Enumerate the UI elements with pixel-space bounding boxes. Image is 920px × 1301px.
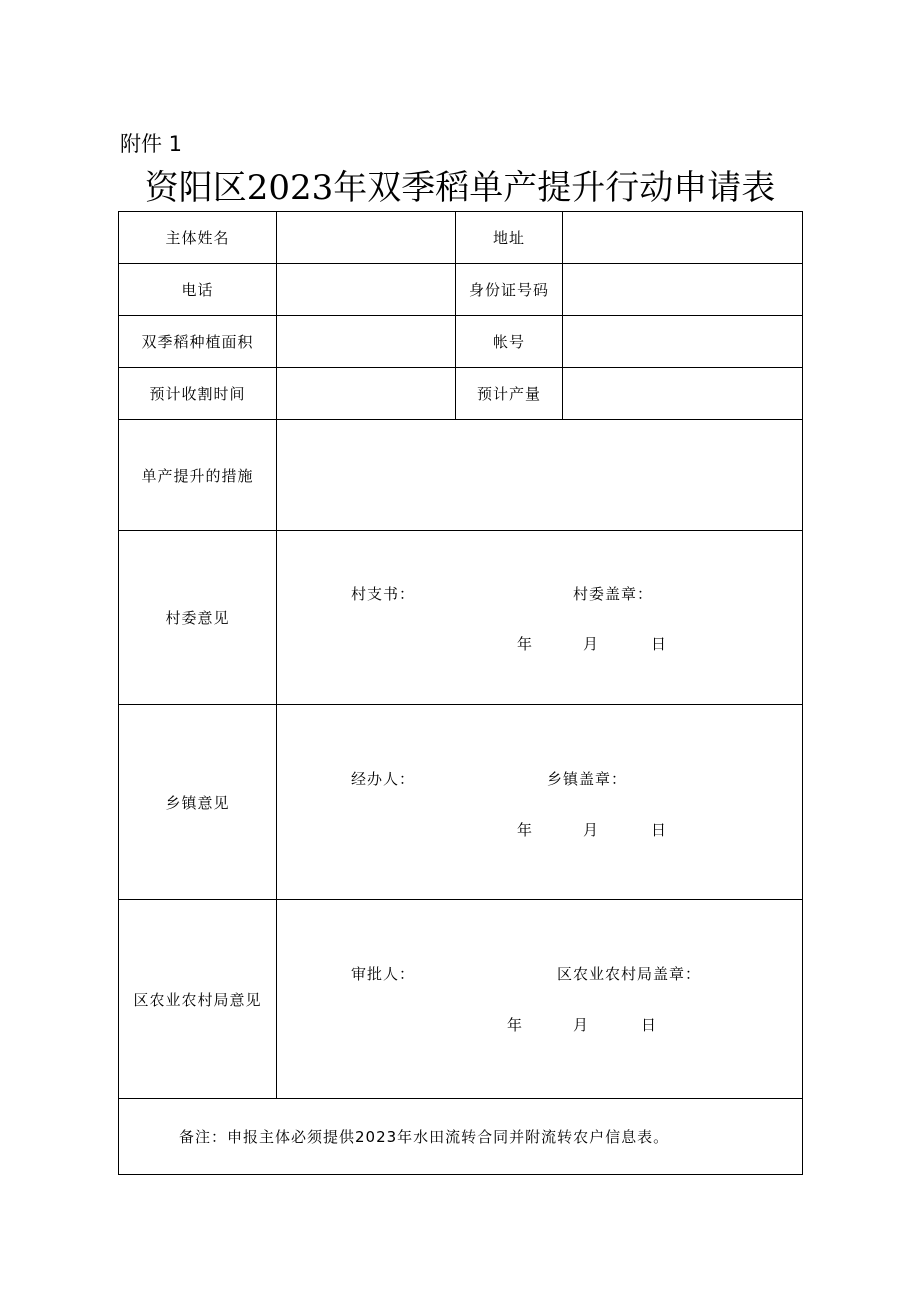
planting-area-field[interactable] bbox=[277, 316, 456, 368]
address-field[interactable] bbox=[563, 212, 803, 264]
account-field[interactable] bbox=[563, 316, 803, 368]
district-opinion-area[interactable] bbox=[277, 900, 803, 1099]
village-date-day: 日 bbox=[651, 635, 668, 653]
village-seal-label: 村委盖章： bbox=[573, 585, 654, 603]
account-label: 帐号 bbox=[456, 316, 563, 368]
row-district-opinion bbox=[119, 900, 803, 1099]
row-area-account bbox=[119, 316, 803, 368]
town-date-year: 年 bbox=[517, 821, 534, 839]
town-date-day: 日 bbox=[651, 821, 668, 839]
phone-label: 电话 bbox=[119, 264, 277, 316]
subject-name-label: 主体姓名 bbox=[119, 212, 277, 264]
row-harvest-yield bbox=[119, 368, 803, 420]
id-number-field[interactable] bbox=[563, 264, 803, 316]
phone-field[interactable] bbox=[277, 264, 456, 316]
district-seal-label: 区农业农村局盖章： bbox=[557, 965, 702, 983]
town-opinion-area[interactable] bbox=[277, 705, 803, 900]
measures-field[interactable] bbox=[277, 420, 803, 531]
row-name-address bbox=[119, 212, 803, 264]
district-opinion-label: 区农业农村局意见 bbox=[119, 900, 277, 1099]
district-date-month: 月 bbox=[573, 1016, 590, 1034]
planting-area-label: 双季稻种植面积 bbox=[119, 316, 277, 368]
town-opinion-label: 乡镇意见 bbox=[119, 705, 277, 900]
district-signer-label: 审批人： bbox=[351, 965, 416, 983]
application-form-table bbox=[118, 211, 803, 1175]
form-title: 资阳区2023年双季稻单产提升行动申请表 bbox=[144, 168, 776, 208]
village-opinion-label: 村委意见 bbox=[119, 531, 277, 705]
note-text: 备注：申报主体必须提供2023年水田流转合同并附流转农户信息表。 bbox=[119, 1099, 803, 1175]
harvest-time-field[interactable] bbox=[277, 368, 456, 420]
row-note bbox=[119, 1099, 803, 1175]
town-date-month: 月 bbox=[583, 821, 600, 839]
expected-yield-field[interactable] bbox=[563, 368, 803, 420]
row-measures bbox=[119, 420, 803, 531]
district-date-year: 年 bbox=[507, 1016, 524, 1034]
row-phone-id bbox=[119, 264, 803, 316]
village-date-month: 月 bbox=[583, 635, 600, 653]
expected-yield-label: 预计产量 bbox=[456, 368, 563, 420]
attachment-label: 附件 1 bbox=[120, 132, 183, 156]
village-date-year: 年 bbox=[517, 635, 534, 653]
town-seal-label: 乡镇盖章： bbox=[547, 770, 628, 788]
id-number-label: 身份证号码 bbox=[456, 264, 563, 316]
district-date-day: 日 bbox=[641, 1016, 658, 1034]
address-label: 地址 bbox=[456, 212, 563, 264]
village-signer-label: 村支书： bbox=[351, 585, 416, 603]
harvest-time-label: 预计收割时间 bbox=[119, 368, 277, 420]
row-town-opinion bbox=[119, 705, 803, 900]
subject-name-field[interactable] bbox=[277, 212, 456, 264]
measures-label: 单产提升的措施 bbox=[119, 420, 277, 531]
town-signer-label: 经办人： bbox=[351, 770, 416, 788]
row-village-opinion bbox=[119, 531, 803, 705]
village-opinion-area[interactable] bbox=[277, 531, 803, 705]
